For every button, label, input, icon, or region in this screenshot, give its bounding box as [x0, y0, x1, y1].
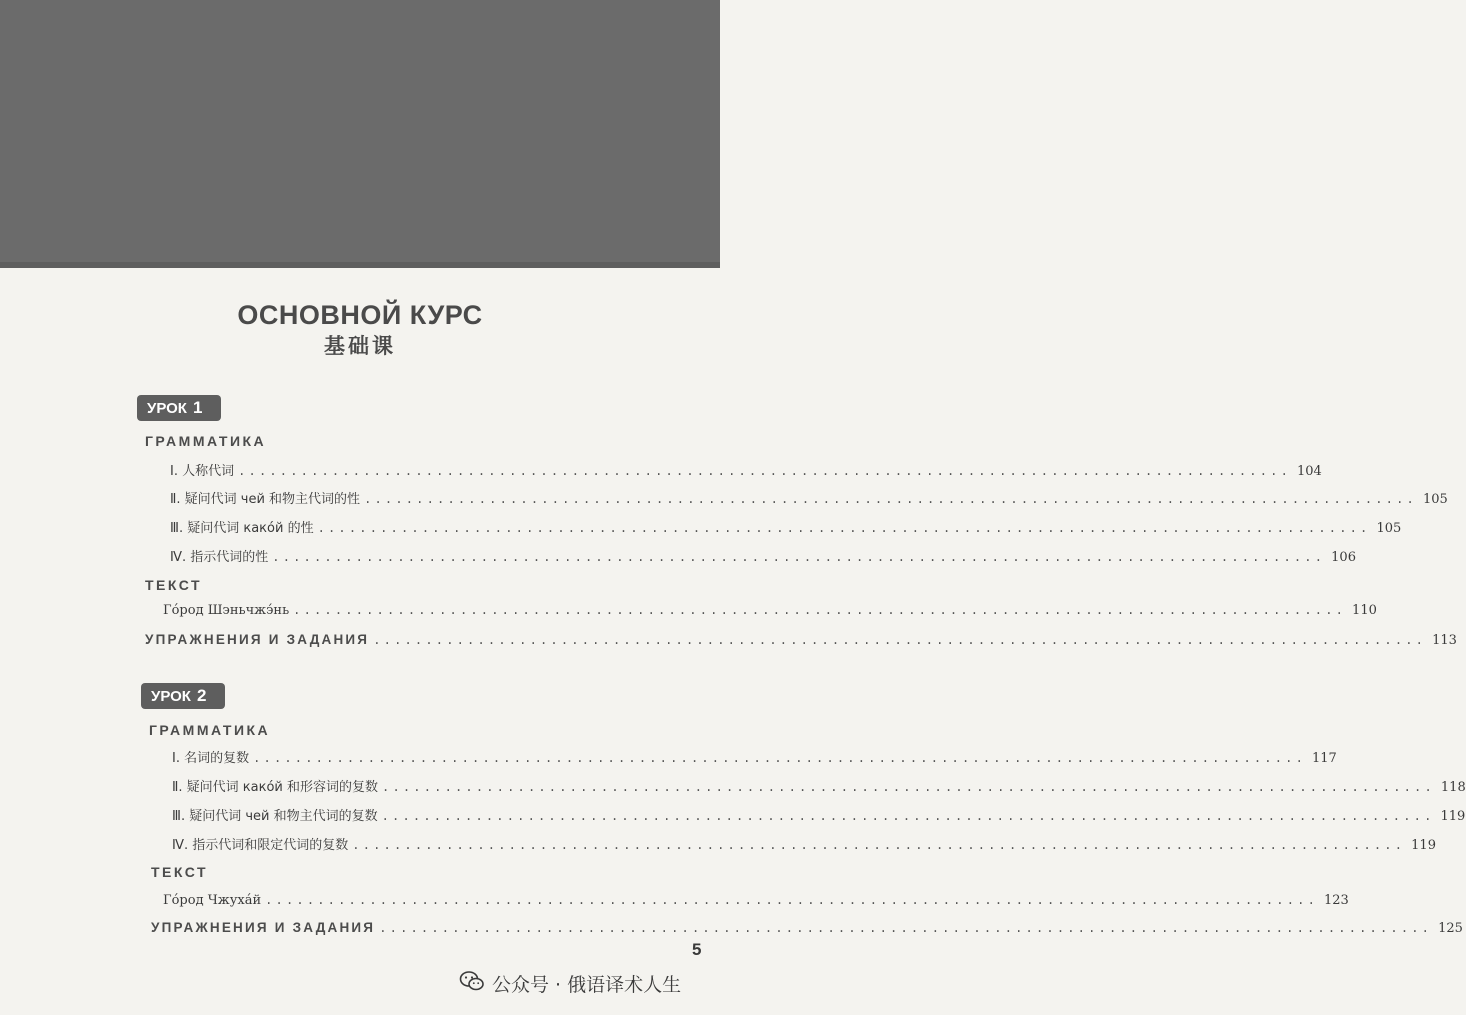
toc-entry-page: 106 — [1331, 550, 1356, 565]
toc-entry[interactable] — [172, 834, 1436, 853]
header-band — [0, 0, 720, 268]
wechat-icon — [460, 971, 492, 996]
lesson-badge — [137, 395, 221, 421]
toc-entry-page: 117 — [1312, 751, 1337, 766]
toc-entry-page: 113 — [1432, 633, 1457, 648]
toc-entry[interactable] — [172, 747, 1337, 766]
dot-leader: ..................................................................................................... — [317, 521, 1371, 535]
lesson-badge-label: УРОК — [147, 400, 187, 417]
toc-entry-page: 110 — [1352, 603, 1377, 618]
dot-leader: ..................................................................................................... — [379, 921, 1433, 935]
toc-entry-label: Ⅳ. 指示代词和限定代词的复数 — [172, 838, 349, 853]
toc-entry-page: 104 — [1297, 464, 1322, 479]
dot-leader: ..................................................................................................... — [364, 492, 1417, 506]
toc-entry[interactable] — [170, 460, 1322, 479]
exercises-label: УПРАЖНЕНИЯ И ЗАДАНИЯ — [151, 920, 376, 935]
toc-entry-page: 119 — [1411, 838, 1436, 853]
toc-entry-label: Ⅰ. 名词的复数 — [172, 751, 250, 766]
page-number: 5 — [692, 940, 702, 959]
toc-entry[interactable] — [170, 517, 1402, 536]
text-heading: ТЕКСТ — [151, 864, 209, 880]
lesson-badge-label: УРОК — [151, 688, 191, 705]
toc-entry-label: Ⅳ. 指示代词的性 — [170, 550, 269, 565]
dot-leader: ..................................................................................................... — [272, 550, 1326, 564]
lesson-number: 1 — [192, 398, 203, 417]
toc-entry-label: Ⅰ. 人称代词 — [170, 464, 235, 479]
dot-leader: ..................................................................................................... — [253, 751, 1306, 765]
page-title-zh: 基础课 — [324, 334, 396, 358]
lesson-badge — [141, 683, 225, 709]
dot-leader: ..................................................................................................... — [293, 603, 1347, 617]
toc-entry-label: Гóрод Чжухáй — [163, 893, 262, 908]
exercises-label: УПРАЖНЕНИЯ И ЗАДАНИЯ — [145, 632, 370, 647]
text-heading: ТЕКСТ — [145, 577, 203, 593]
dot-leader: ..................................................................................................... — [265, 893, 1319, 907]
toc-entry[interactable] — [170, 488, 1448, 507]
toc-entry-exercises[interactable] — [145, 632, 1457, 648]
toc-entry[interactable] — [172, 805, 1466, 824]
toc-entry-page: 119 — [1440, 809, 1466, 824]
toc-entry-page: 118 — [1440, 780, 1466, 795]
toc-entry[interactable] — [163, 603, 1377, 618]
toc-entry-page: 125 — [1438, 921, 1463, 936]
grammar-heading: ГРАММАТИКА — [145, 433, 267, 449]
dot-leader: ..................................................................................................... — [352, 838, 1406, 852]
toc-entry-page: 123 — [1324, 893, 1349, 908]
toc-entry-label: Гóрод Шэньчжэ́нь — [163, 603, 290, 618]
dot-leader: ..................................................................................................... — [381, 809, 1435, 823]
toc-entry-page: 105 — [1422, 492, 1448, 507]
dot-leader: ..................................................................................................... — [373, 633, 1427, 647]
watermark-text: 公众号 · 俄语译术人生 — [492, 974, 682, 996]
page-title-ru: ОСНОВНОЙ КУРС — [237, 300, 483, 330]
toc-entry[interactable] — [172, 776, 1466, 795]
grammar-heading: ГРАММАТИКА — [149, 722, 271, 738]
watermark — [460, 970, 681, 997]
toc-entry-page: 105 — [1376, 521, 1402, 536]
toc-entry[interactable] — [170, 546, 1356, 565]
toc-entry-label: Ⅱ. 疑问代词 какóй 和形容词的复数 — [172, 780, 379, 795]
dot-leader: ..................................................................................................... — [238, 464, 1291, 478]
toc-entry[interactable] — [163, 893, 1349, 908]
toc-entry-label: Ⅲ. 疑问代词 чей 和物主代词的复数 — [172, 809, 378, 824]
toc-entry-exercises[interactable] — [151, 920, 1463, 936]
dot-leader: ..................................................................................................... — [382, 780, 1435, 794]
toc-entry-label: Ⅲ. 疑问代词 какóй 的性 — [170, 521, 314, 536]
lesson-number: 2 — [196, 686, 207, 705]
toc-entry-label: Ⅱ. 疑问代词 чей 和物主代词的性 — [170, 492, 361, 507]
